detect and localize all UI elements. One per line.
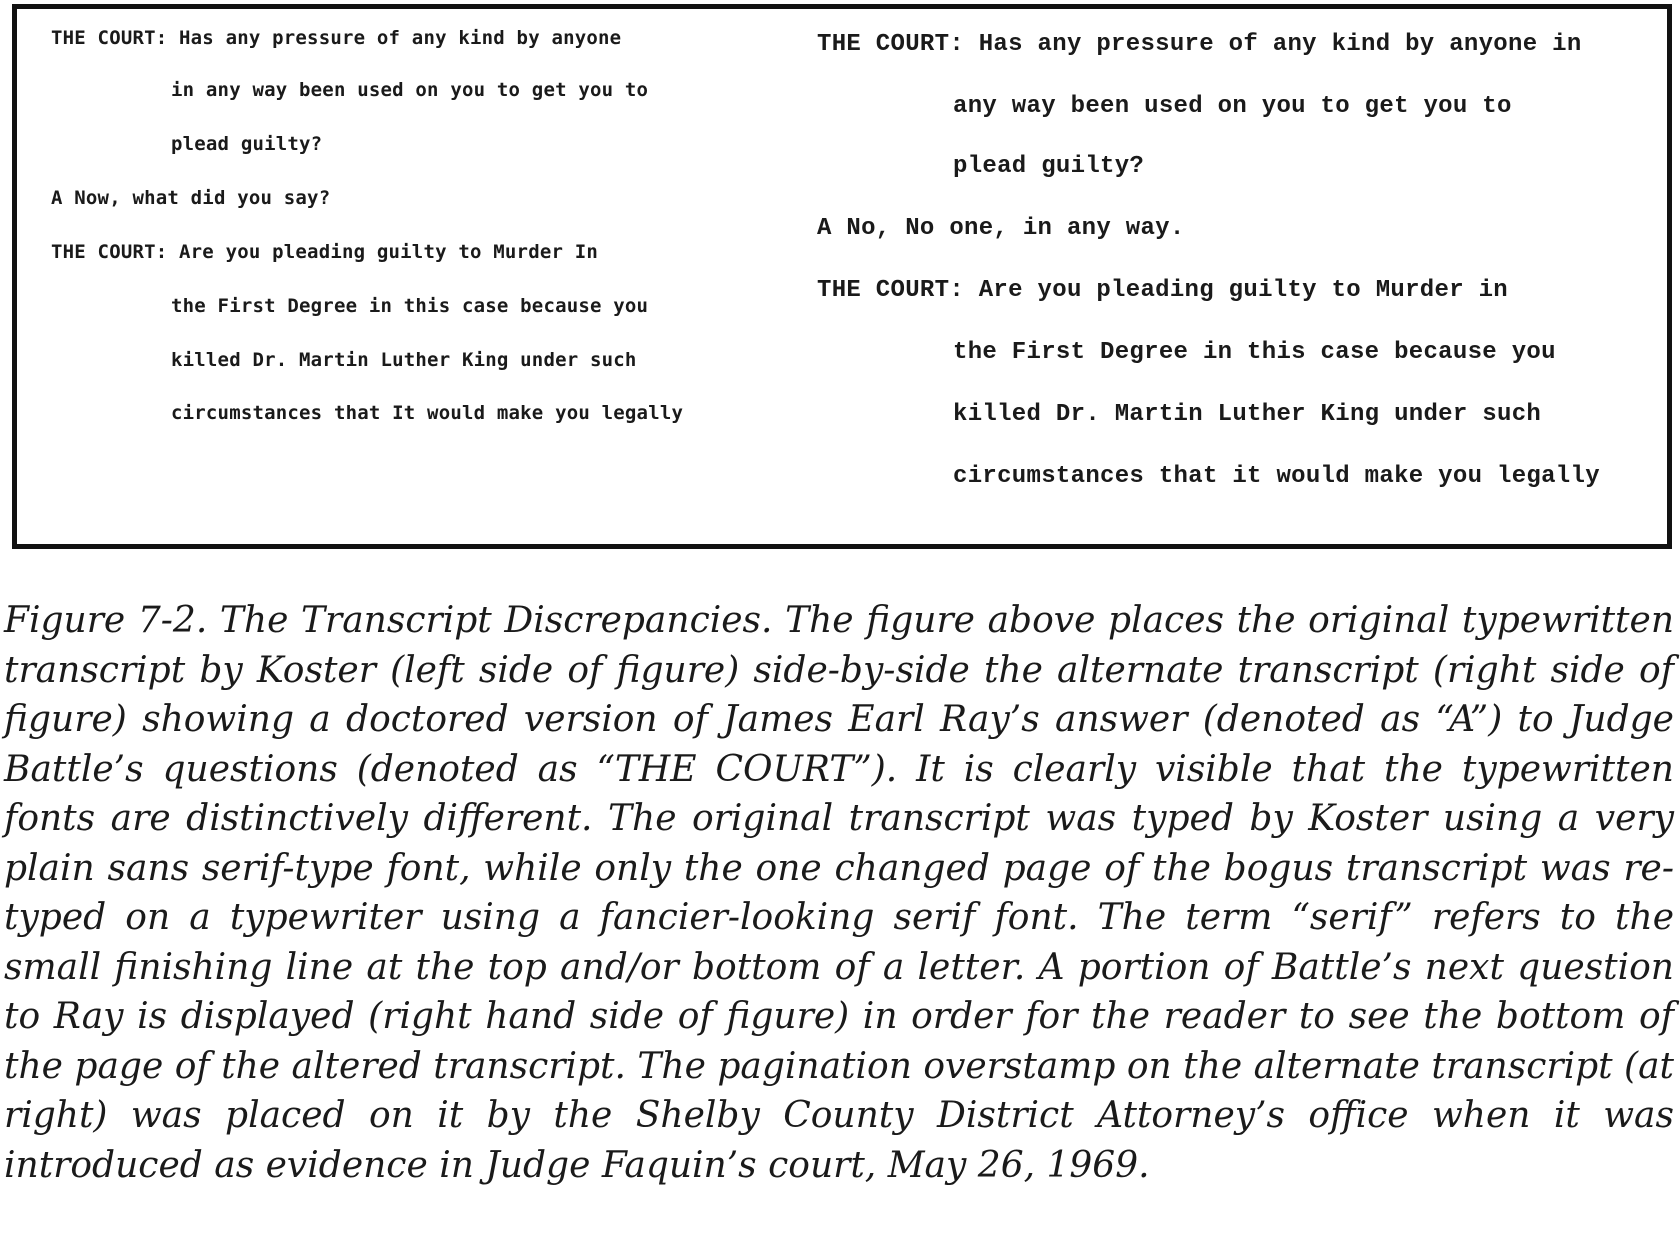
transcript-line: THE COURT: Are you pleading guilty to Murder in <box>817 277 1509 304</box>
transcript-line: plead guilty? <box>953 153 1145 180</box>
transcript-line: killed Dr. Martin Luther King under such <box>953 401 1542 428</box>
transcript-line: THE COURT: Has any pressure of any kind by anyone in <box>817 31 1582 58</box>
transcript-line: any way been used on you to get you to <box>953 93 1512 120</box>
transcript-line: circumstances that it would make you legally <box>953 463 1600 490</box>
transcript-figure <box>12 4 1672 549</box>
transcript-line: A Now, what did you say? <box>51 187 331 209</box>
transcript-line: the First Degree in this case because you <box>953 339 1556 366</box>
transcript-line: A No, No one, in any way. <box>817 215 1185 242</box>
transcript-line: THE COURT: Are you pleading guilty to Murder In <box>51 241 599 263</box>
transcript-line: plead guilty? <box>171 133 323 155</box>
transcript-line: killed Dr. Martin Luther King under such <box>171 349 637 371</box>
transcript-line: in any way been used on you to get you to <box>171 79 649 101</box>
transcript-line: the First Degree in this case because you <box>171 295 649 317</box>
figure-caption: Figure 7-2. The Transcript Discrepancies. The figure above places the original typewritten transcript by Koster (left side of figure) side-by-side the alternate transcript (right side of figure) showing a doctored version of James Earl Ray’s answer (denoted as “A”) to Judge Battle’s questions (denoted as “THE COURT”). It is clearly visible that the typewritten fonts are distinctively different. The original transcript was typed by Koster using a very plain sans serif-type font, while only the one changed page of the bogus transcript was re-typed on a typewriter using a fancier-looking serif font. The term “serif” refers to the small finishing line at the top and/or bottom of a letter. A portion of Battle’s next question to Ray is displayed (right hand side of figure) in order for the reader to see the bottom of the page of the altered transcript. The pagination overstamp on the alternate transcript (at right) was placed on it by the Shelby County District Attorney’s office when it was introduced as evidence in Judge Faquin’s court, May 26, 1969. <box>4 600 1675 1186</box>
transcript-line: circumstances that It would make you legally <box>171 402 684 424</box>
transcript-line: THE COURT: Has any pressure of any kind by anyone <box>51 27 622 49</box>
